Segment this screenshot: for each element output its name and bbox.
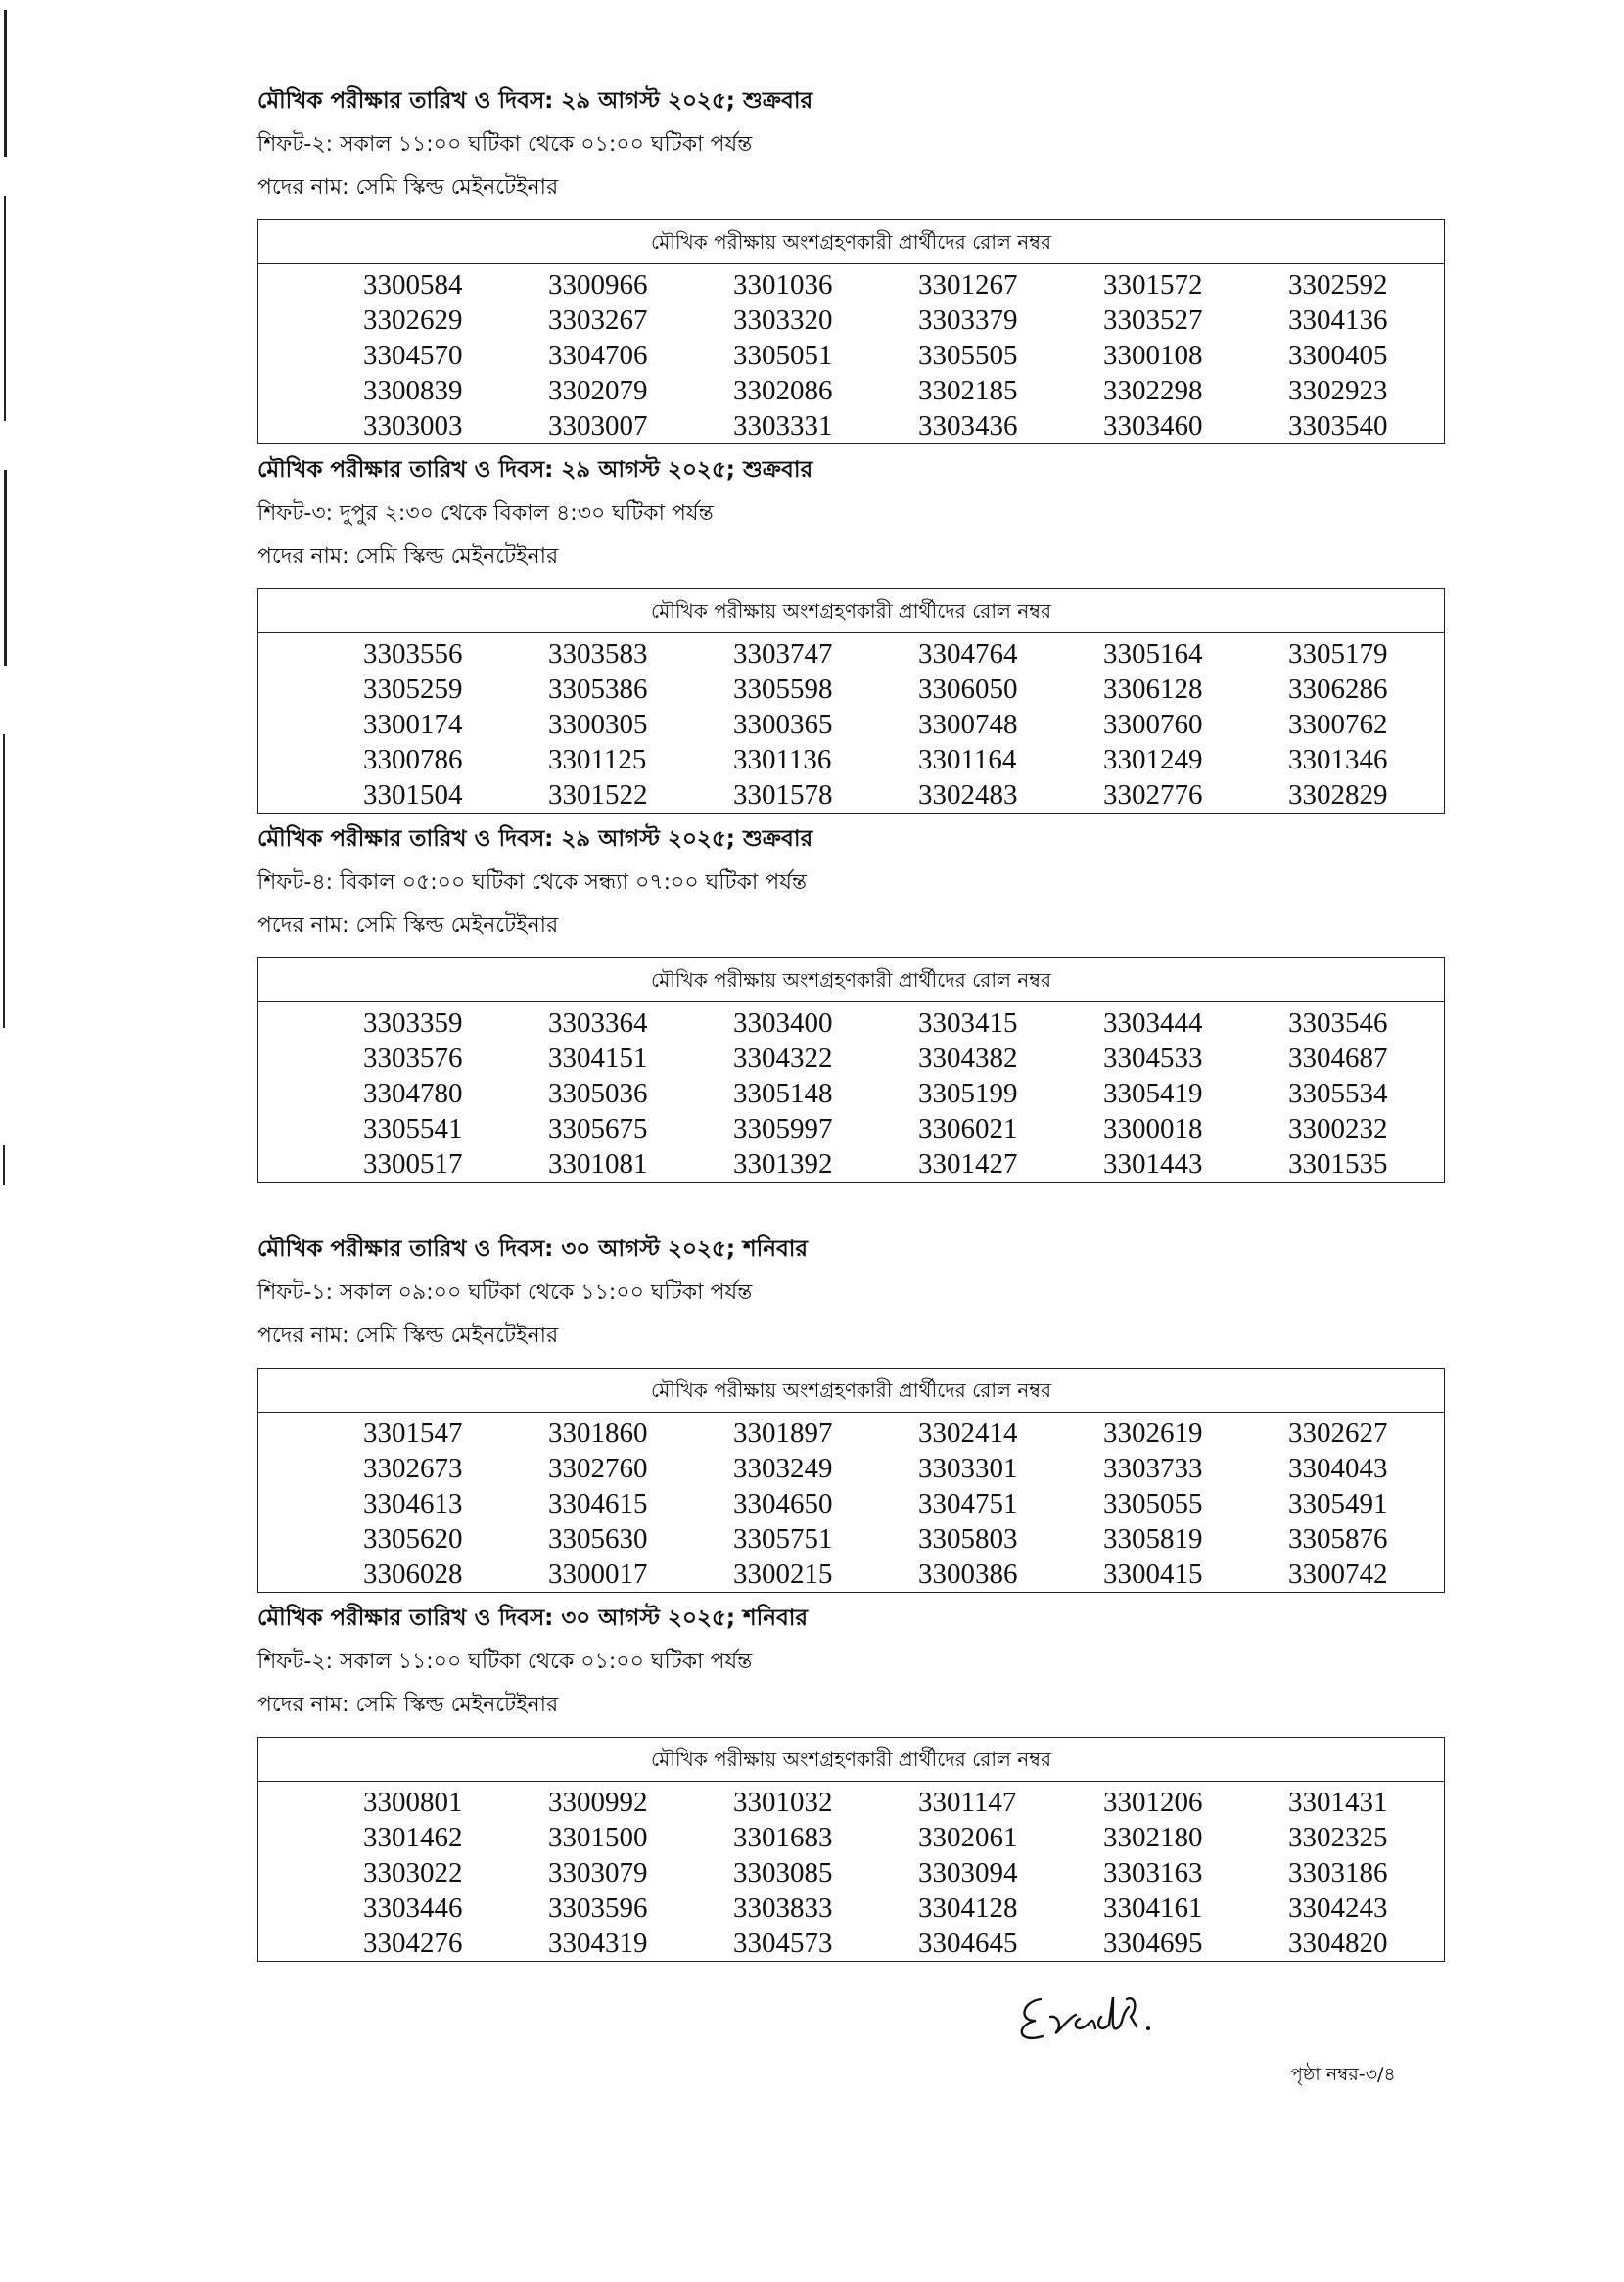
table-header: মৌখিক পরীক্ষায় অংশগ্রহণকারী প্রার্থীদের রোল নম্বর — [258, 1738, 1444, 1782]
roll-number-table — [257, 1368, 1445, 1593]
roll-number-cell: 3300415 — [1103, 1559, 1203, 1590]
shift-line: শিফট-২: সকাল ১১:০০ ঘটিকা থেকে ০১:০০ ঘটিকা পর্যন্ত — [257, 132, 753, 157]
roll-number-cell: 3305491 — [1288, 1488, 1388, 1519]
roll-number-cell: 3301504 — [363, 779, 463, 811]
post-name-line: পদের নাম: সেমি স্কিল্ড মেইনটেইনার — [257, 1324, 559, 1348]
roll-number-cell: 3304382 — [918, 1043, 1018, 1074]
roll-number-cell: 3301443 — [1103, 1148, 1203, 1180]
scan-margin-line — [4, 10, 7, 157]
roll-number-cell: 3306028 — [363, 1559, 463, 1590]
roll-number-table — [257, 957, 1445, 1183]
roll-number-cell: 3304136 — [1288, 304, 1388, 336]
roll-number-cell: 3305051 — [733, 340, 833, 371]
roll-number-cell: 3305803 — [918, 1523, 1018, 1555]
shift-line: শিফট-৪: বিকাল ০৫:০০ ঘটিকা থেকে সন্ধ্যা ০৭:০০ ঘটিকা পর্যন্ত — [257, 870, 808, 895]
roll-number-cell: 3302629 — [363, 304, 463, 336]
roll-number-cell: 3301136 — [733, 744, 832, 775]
roll-number-cell: 3304128 — [918, 1892, 1018, 1924]
roll-number-cell: 3303085 — [733, 1857, 833, 1888]
roll-number-cell: 3300405 — [1288, 340, 1388, 371]
roll-number-cell: 3304780 — [363, 1078, 463, 1109]
roll-number-cell: 3302829 — [1288, 779, 1388, 811]
roll-number-cell: 3302673 — [363, 1453, 463, 1484]
roll-number-cell: 3301125 — [548, 744, 647, 775]
roll-number-cell: 3302414 — [918, 1418, 1018, 1449]
roll-number-cell: 3303320 — [733, 304, 833, 336]
roll-number-cell: 3302760 — [548, 1453, 648, 1484]
roll-grid — [258, 1002, 1444, 1182]
roll-number-cell: 3301147 — [918, 1787, 1017, 1818]
roll-grid — [258, 1782, 1444, 1961]
roll-grid — [258, 1413, 1444, 1592]
exam-date-line: মৌখিক পরীক্ষার তারিখ ও দিবস: ৩০ আগস্ট ২০২৫; শনিবার — [257, 1236, 809, 1262]
shift-line: শিফট-৩: দুপুর ২:৩০ থেকে বিকাল ৪:৩০ ঘটিকা পর্যন্ত — [257, 501, 714, 526]
roll-number-cell: 3303379 — [918, 304, 1018, 336]
schedule-section — [257, 1232, 1447, 1608]
roll-number-cell: 3301578 — [733, 779, 833, 811]
roll-number-cell: 3306286 — [1288, 674, 1388, 705]
roll-number-cell: 3301547 — [363, 1418, 463, 1449]
roll-number-cell: 3302776 — [1103, 779, 1203, 811]
roll-number-cell: 3305620 — [363, 1523, 463, 1555]
roll-number-cell: 3303436 — [918, 410, 1018, 442]
roll-number-cell: 3305386 — [548, 674, 648, 705]
roll-number-cell: 3300839 — [363, 375, 463, 406]
roll-number-cell: 3303444 — [1103, 1007, 1203, 1039]
roll-number-cell: 3300232 — [1288, 1113, 1388, 1144]
shift-line: শিফট-২: সকাল ১১:০০ ঘটিকা থেকে ০১:০০ ঘটিকা পর্যন্ত — [257, 1650, 753, 1674]
roll-number-cell: 3302619 — [1103, 1418, 1203, 1449]
roll-number-cell: 3300305 — [548, 709, 648, 740]
roll-number-cell: 3303583 — [548, 638, 648, 670]
roll-number-cell: 3304706 — [548, 340, 648, 371]
roll-number-cell: 3303022 — [363, 1857, 463, 1888]
roll-number-cell: 3300760 — [1103, 709, 1203, 740]
roll-number-cell: 3305055 — [1103, 1488, 1203, 1519]
exam-date-line: মৌখিক পরীক্ষার তারিখ ও দিবস: ২৯ আগস্ট ২০২৫; শুক্রবার — [257, 826, 813, 852]
roll-number-cell: 3302061 — [918, 1822, 1018, 1853]
roll-number-cell: 3305751 — [733, 1523, 833, 1555]
roll-number-cell: 3303094 — [918, 1857, 1018, 1888]
roll-number-cell: 3303527 — [1103, 304, 1203, 336]
roll-number-cell: 3305997 — [733, 1113, 833, 1144]
roll-number-cell: 3300365 — [733, 709, 833, 740]
roll-number-cell: 3304276 — [363, 1928, 463, 1959]
roll-number-cell: 3305259 — [363, 674, 463, 705]
roll-number-cell: 3305036 — [548, 1078, 648, 1109]
roll-number-cell: 3303460 — [1103, 410, 1203, 442]
roll-number-cell: 3300584 — [363, 269, 463, 301]
roll-number-cell: 3300174 — [363, 709, 463, 740]
roll-number-cell: 3305419 — [1103, 1078, 1203, 1109]
roll-number-table — [257, 588, 1445, 814]
scan-margin-line — [4, 196, 6, 421]
roll-number-cell: 3303079 — [548, 1857, 648, 1888]
roll-number-cell: 3302923 — [1288, 375, 1388, 406]
post-name-line: পদের নাম: সেমি স্কিল্ড মেইনটেইনার — [257, 544, 559, 569]
roll-number-cell: 3302180 — [1103, 1822, 1203, 1853]
roll-number-cell: 3304820 — [1288, 1928, 1388, 1959]
roll-number-cell: 3304151 — [548, 1043, 648, 1074]
post-name-line: পদের নাম: সেমি স্কিল্ড মেইনটেইনার — [257, 175, 559, 200]
exam-date-line: মৌখিক পরীক্ষার তারিখ ও দিবস: ২৯ আগস্ট ২০২৫; শুক্রবার — [257, 457, 813, 483]
roll-number-cell: 3301431 — [1288, 1787, 1388, 1818]
roll-number-cell: 3304751 — [918, 1488, 1018, 1519]
roll-number-cell: 3301032 — [733, 1787, 833, 1818]
roll-number-cell: 3305148 — [733, 1078, 833, 1109]
roll-number-cell: 3303301 — [918, 1453, 1018, 1484]
roll-number-cell: 3306050 — [918, 674, 1018, 705]
roll-number-cell: 3305179 — [1288, 638, 1388, 670]
scan-margin-line — [3, 734, 5, 1028]
roll-number-cell: 3303163 — [1103, 1857, 1203, 1888]
roll-number-cell: 3306021 — [918, 1113, 1018, 1144]
roll-number-cell: 3301462 — [363, 1822, 463, 1853]
roll-number-cell: 3300748 — [918, 709, 1018, 740]
schedule-section — [257, 452, 1447, 829]
roll-number-cell: 3304764 — [918, 638, 1018, 670]
roll-number-cell: 3300742 — [1288, 1559, 1388, 1590]
exam-date-line: মৌখিক পরীক্ষার তারিখ ও দিবস: ২৯ আগস্ট ২০২৫; শুক্রবার — [257, 88, 813, 114]
post-name-line: পদের নাম: সেমি স্কিল্ড মেইনটেইনার — [257, 913, 559, 938]
roll-number-cell: 3302298 — [1103, 375, 1203, 406]
schedule-section — [257, 821, 1447, 1198]
roll-number-cell: 3304533 — [1103, 1043, 1203, 1074]
roll-number-cell: 3304570 — [363, 340, 463, 371]
roll-number-cell: 3304319 — [548, 1928, 648, 1959]
roll-number-cell: 3304615 — [548, 1488, 648, 1519]
roll-number-cell: 3301683 — [733, 1822, 833, 1853]
roll-number-cell: 3303733 — [1103, 1453, 1203, 1484]
roll-number-cell: 3300108 — [1103, 340, 1203, 371]
roll-number-cell: 3305199 — [918, 1078, 1018, 1109]
roll-number-cell: 3303446 — [363, 1892, 463, 1924]
roll-number-cell: 3303576 — [363, 1043, 463, 1074]
roll-number-cell: 3301081 — [548, 1148, 648, 1180]
roll-number-cell: 3306128 — [1103, 674, 1203, 705]
roll-number-cell: 3303400 — [733, 1007, 833, 1039]
shift-line: শিফট-১: সকাল ০৯:০০ ঘটিকা থেকে ১১:০০ ঘটিকা পর্যন্ত — [257, 1281, 753, 1305]
scan-margin-line — [4, 470, 7, 666]
roll-number-cell: 3303546 — [1288, 1007, 1388, 1039]
table-header: মৌখিক পরীক্ষায় অংশগ্রহণকারী প্রার্থীদের রোল নম্বর — [258, 958, 1444, 1002]
roll-number-cell: 3300386 — [918, 1559, 1018, 1590]
roll-number-cell: 3300786 — [363, 744, 463, 775]
post-name-line: পদের নাম: সেমি স্কিল্ড মেইনটেইনার — [257, 1693, 559, 1717]
roll-number-table — [257, 1737, 1445, 1962]
roll-number-cell: 3300966 — [548, 269, 648, 301]
table-header: মৌখিক পরীক্ষায় অংশগ্রহণকারী প্রার্থীদের রোল নম্বর — [258, 220, 1444, 264]
roll-number-cell: 3301427 — [918, 1148, 1018, 1180]
roll-number-cell: 3304573 — [733, 1928, 833, 1959]
roll-number-cell: 3303596 — [548, 1892, 648, 1924]
roll-number-cell: 3303267 — [548, 304, 648, 336]
roll-number-cell: 3304645 — [918, 1928, 1018, 1959]
roll-number-cell: 3303415 — [918, 1007, 1018, 1039]
schedule-section — [257, 83, 1447, 460]
roll-number-cell: 3301572 — [1103, 269, 1203, 301]
roll-number-cell: 3304161 — [1103, 1892, 1203, 1924]
roll-number-cell: 3301346 — [1288, 744, 1388, 775]
roll-number-cell: 3303540 — [1288, 410, 1388, 442]
roll-number-cell: 3303186 — [1288, 1857, 1388, 1888]
exam-date-line: মৌখিক পরীক্ষার তারিখ ও দিবস: ৩০ আগস্ট ২০২৫; শনিবার — [257, 1606, 809, 1631]
roll-number-cell: 3301036 — [733, 269, 833, 301]
roll-number-cell: 3304322 — [733, 1043, 833, 1074]
roll-number-cell: 3305541 — [363, 1113, 463, 1144]
roll-number-cell: 3302627 — [1288, 1418, 1388, 1449]
roll-number-cell: 3300018 — [1103, 1113, 1203, 1144]
roll-number-cell: 3304243 — [1288, 1892, 1388, 1924]
roll-number-cell: 3303331 — [733, 410, 833, 442]
table-header: মৌখিক পরীক্ষায় অংশগ্রহণকারী প্রার্থীদের রোল নম্বর — [258, 1369, 1444, 1413]
roll-number-cell: 3303007 — [548, 410, 648, 442]
roll-number-cell: 3300517 — [363, 1148, 463, 1180]
roll-number-cell: 3305675 — [548, 1113, 648, 1144]
roll-number-table — [257, 219, 1445, 444]
roll-number-cell: 3305164 — [1103, 638, 1203, 670]
roll-number-cell: 3303364 — [548, 1007, 648, 1039]
roll-number-cell: 3304043 — [1288, 1453, 1388, 1484]
roll-number-cell: 3300762 — [1288, 709, 1388, 740]
roll-number-cell: 3303556 — [363, 638, 463, 670]
page-number: পৃষ্ঠা নম্বর-৩/৪ — [1290, 2064, 1396, 2085]
roll-number-cell: 3304613 — [363, 1488, 463, 1519]
table-header: মৌখিক পরীক্ষায় অংশগ্রহণকারী প্রার্থীদের রোল নম্বর — [258, 589, 1444, 633]
roll-number-cell: 3300992 — [548, 1787, 648, 1818]
schedule-section — [257, 1601, 1447, 1978]
roll-grid — [258, 264, 1444, 443]
roll-number-cell: 3303359 — [363, 1007, 463, 1039]
roll-number-cell: 3303003 — [363, 410, 463, 442]
roll-number-cell: 3301164 — [918, 744, 1017, 775]
roll-number-cell: 3303249 — [733, 1453, 833, 1484]
roll-number-cell: 3301249 — [1103, 744, 1203, 775]
roll-number-cell: 3302483 — [918, 779, 1018, 811]
roll-number-cell: 3301522 — [548, 779, 648, 811]
roll-number-cell: 3301267 — [918, 269, 1018, 301]
roll-number-cell: 3302185 — [918, 375, 1018, 406]
roll-number-cell: 3305630 — [548, 1523, 648, 1555]
roll-grid — [258, 633, 1444, 813]
roll-number-cell: 3305598 — [733, 674, 833, 705]
scan-margin-line — [3, 1145, 5, 1185]
roll-number-cell: 3301206 — [1103, 1787, 1203, 1818]
roll-number-cell: 3301500 — [548, 1822, 648, 1853]
roll-number-cell: 3301392 — [733, 1148, 833, 1180]
roll-number-cell: 3301860 — [548, 1418, 648, 1449]
roll-number-cell: 3304650 — [733, 1488, 833, 1519]
roll-number-cell: 3305505 — [918, 340, 1018, 371]
roll-number-cell: 3303833 — [733, 1892, 833, 1924]
signature-icon — [1011, 1978, 1217, 2046]
roll-number-cell: 3302325 — [1288, 1822, 1388, 1853]
roll-number-cell: 3303747 — [733, 638, 833, 670]
roll-number-cell: 3304695 — [1103, 1928, 1203, 1959]
roll-number-cell: 3301535 — [1288, 1148, 1388, 1180]
roll-number-cell: 3302079 — [548, 375, 648, 406]
roll-number-cell: 3304687 — [1288, 1043, 1388, 1074]
roll-number-cell: 3305819 — [1103, 1523, 1203, 1555]
roll-number-cell: 3305534 — [1288, 1078, 1388, 1109]
roll-number-cell: 3302592 — [1288, 269, 1388, 301]
roll-number-cell: 3305876 — [1288, 1523, 1388, 1555]
roll-number-cell: 3300215 — [733, 1559, 833, 1590]
roll-number-cell: 3302086 — [733, 375, 833, 406]
roll-number-cell: 3301897 — [733, 1418, 833, 1449]
roll-number-cell: 3300017 — [548, 1559, 648, 1590]
roll-number-cell: 3300801 — [363, 1787, 463, 1818]
